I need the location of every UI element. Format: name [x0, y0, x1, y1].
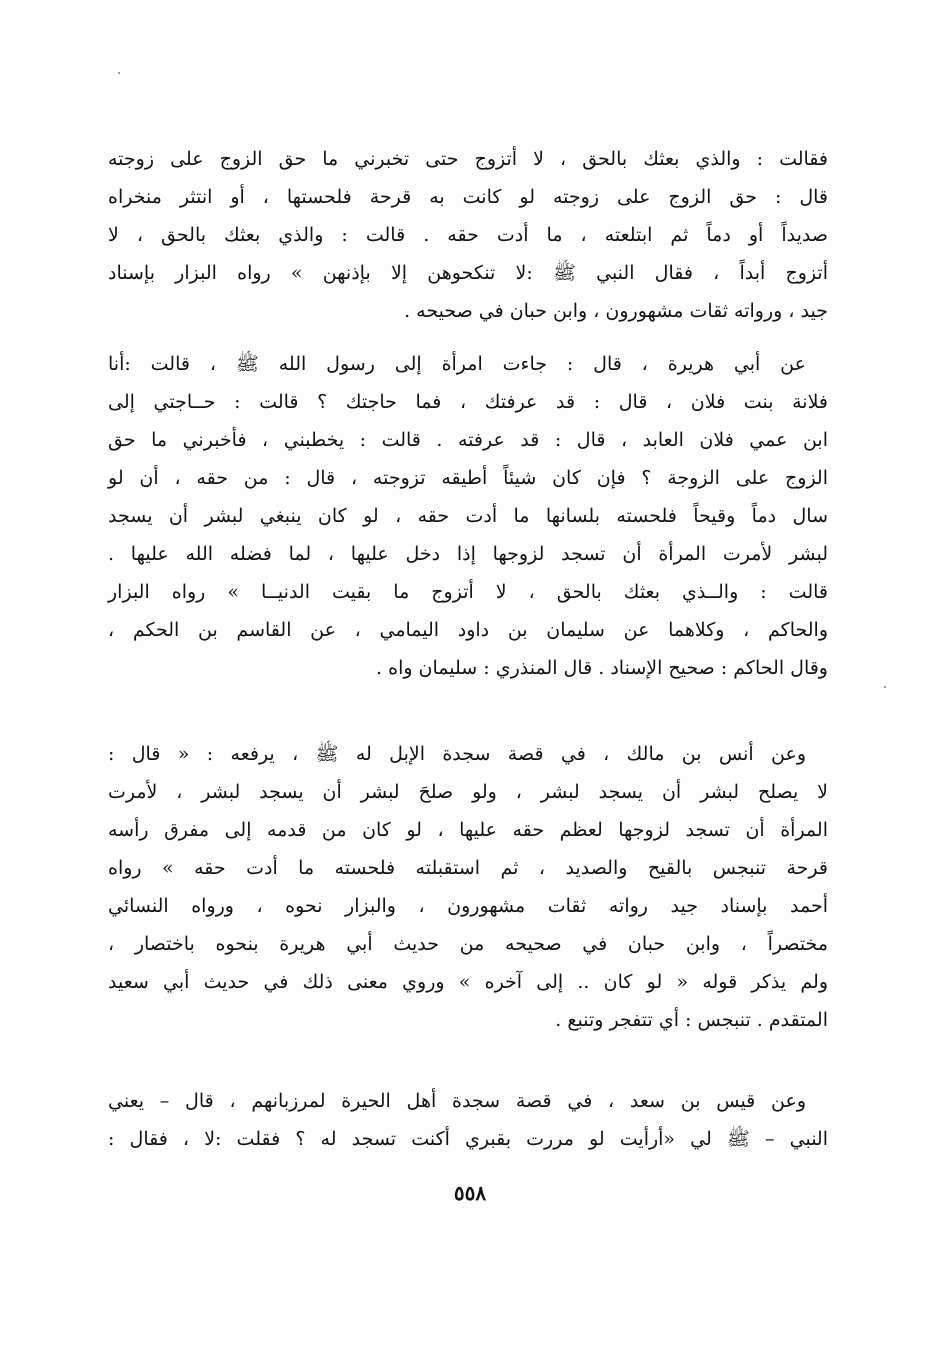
text-line: لبشر لأمرت المرأة أن تسجد لزوجها إذا دخل عليها ، لما فضله الله عليها .: [108, 543, 828, 565]
scan-speck: [118, 72, 120, 74]
paragraph-2: [108, 345, 828, 687]
paragraph-4: [108, 1082, 828, 1158]
paragraph-1: [108, 140, 828, 330]
text-line: ولم يذكر قوله « لو كان .. إلى آخره » وروي معنى ذلك في حديث أبي سعيد: [108, 971, 828, 993]
text-line: المتقدم . تنبجس : أي تتفجر وتنبع .: [555, 1009, 828, 1031]
text-line: ابن عمي فلان العابد ، قال : قد عرفته . قالت : يخطبني ، فأخبرني ما حق: [108, 429, 828, 451]
text-line: أحمد بإسناد جيد رواته ثقات مشهورون ، والبزار نحوه ، ورواه النسائي: [108, 895, 828, 917]
text-line: وعن قيس بن سعد ، في قصة سجدة أهل الحيرة لمرزبانهم ، قال – يعني: [108, 1090, 806, 1112]
text-line: سال دماً وقيحاً فلحسته بلسانها ما أدت حقه ، لو كان ينبغي لبشر أن يسجد: [108, 505, 828, 527]
text-line: قرحة تنبجس بالقيح والصديد ، ثم استقبلته فلحسته ما أدت حقه » رواه: [108, 857, 828, 879]
text-line: وقال الحاكم : صحيح الإسناد . قال المنذري : سليمان واه .: [376, 657, 828, 679]
paragraph-3: [108, 735, 828, 1039]
text-line: لا يصلح لبشر أن يسجد لبشر ، ولو صلحَ لبشر أن يسجد لبشر ، لأمرت: [108, 781, 828, 803]
text-line: جيد ، ورواته ثقات مشهورون ، وابن حبان في صحيحه .: [404, 300, 828, 322]
text-line: قالت : والــذي بعثك بالحق ، لا أتزوج ما بقيت الدنيــا » رواه البزار: [108, 581, 828, 603]
text-line: فلانة بنت فلان ، قال : قد عرفتك ، فما حاجتك ؟ قالت : حــاجتي إلى: [108, 391, 828, 413]
text-line: أتزوج أبداً ، فقال النبي ﷺ :لا تنكحوهن إلا بإذنهن » رواه البزار بإسناد: [108, 262, 828, 284]
text-line: صديداً أو دماً ثم ابتلعته ، ما أدت حقه . قالت : والذي بعثك بالحق ، لا: [108, 224, 828, 246]
text-line: عن أبي هريرة ، قال : جاءت امرأة إلى رسول الله ﷺ ، قالت :أنا: [108, 353, 806, 375]
text-line: المرأة أن تسجد لزوجها لعظم حقه عليها ، لو كان من قدمه إلى مفرق رأسه: [108, 819, 828, 841]
text-line: الزوج على الزوجة ؟ فإن كان شيئاً أطيقه تزوجته ، قال : من حقه ، أن لو: [108, 467, 828, 489]
text-line: مختصراً ، وابن حبان في صحيحه من حديث أبي هريرة بنحوه باختصار ،: [108, 933, 828, 955]
text-line: النبي – ﷺ لي «أرأيت لو مررت بقبري أكنت تسجد له ؟ فقلت :لا ، فقال :: [108, 1128, 828, 1150]
page-number: ٥٥٨: [453, 1181, 487, 1205]
scan-speck: [884, 686, 886, 688]
text-line: فقالت : والذي بعثك بالحق ، لا أتزوج حتى تخبرني ما حق الزوج على زوجته: [108, 148, 828, 170]
text-line: وعن أنس بن مالك ، في قصة سجدة الإبل له ﷺ ، يرفعه : « قال :: [108, 743, 806, 765]
text-line: والحاكم ، وكلاهما عن سليمان بن داود اليمامي ، عن القاسم بن الحكم ،: [108, 619, 828, 641]
text-line: قال : حق الزوج على زوجته لو كانت به قرحة فلحستها ، أو انتثر منخراه: [108, 186, 828, 208]
